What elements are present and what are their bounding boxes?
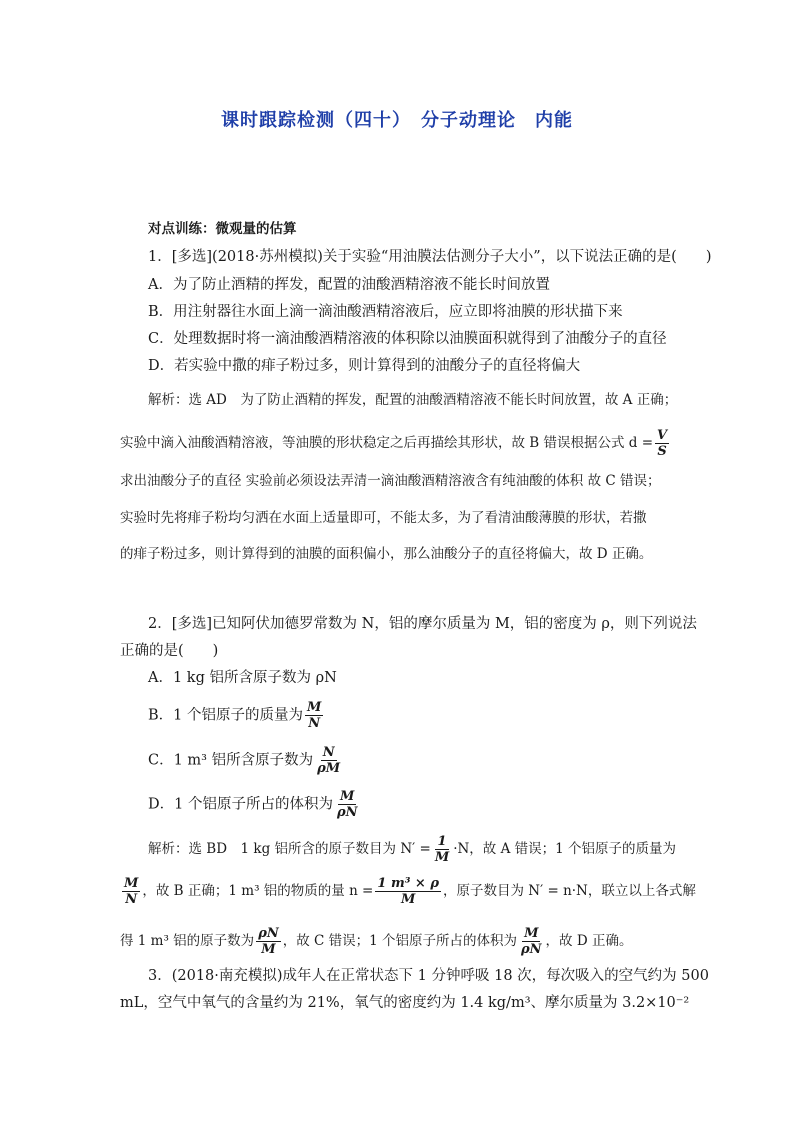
option-d-fraction (335, 789, 360, 820)
analysis-text: ，故 B 正确；1 m³ 铝的物质的量 n = (142, 883, 374, 899)
fraction-denominator: ρN (336, 805, 358, 820)
option-b-fraction (305, 700, 323, 731)
q1-analysis-line-1: 解析：选 AD 为了防止酒精的挥发，配置的油酸酒精溶液不能长时间放置，故 A 正确； (148, 392, 678, 408)
q2-option-d (148, 789, 362, 820)
analysis-fraction (122, 876, 140, 907)
q1-stem: 1．[多选](2018·苏州模拟)关于实验“用油膜法估测分子大小”，以下说法正确的是( ) (148, 249, 712, 265)
option-b-text: B．1 个铝原子的质量为 (148, 707, 303, 724)
fraction-denominator: S (657, 444, 667, 459)
section-heading: 对点训练：微观量的估算 (148, 221, 297, 237)
q1-option-a: A．为了防止酒精的挥发，配置的油酸酒精溶液不能长时间放置 (148, 277, 550, 293)
fraction-numerator: M (307, 700, 322, 715)
formula-d-fraction (655, 428, 669, 459)
q1-option-d: D．若实验中撒的痱子粉过多，则计算得到的油酸分子的直径将偏大 (148, 358, 581, 374)
q2-option-a: A．1 kg 铝所含原子数为 ρN (148, 670, 337, 686)
fraction-numerator: M (524, 926, 539, 941)
analysis-fraction (519, 926, 544, 957)
analysis-text: 解析：选 BD 1 kg 铝所含的原子数目为 N′ = (148, 841, 431, 857)
q1-option-c: C．处理数据时将一滴油酸酒精溶液的体积除以油膜面积就得到了油酸分子的直径 (148, 331, 667, 347)
fraction-denominator: M (400, 892, 416, 907)
fraction-denominator: ρM (317, 761, 341, 776)
fraction-denominator: ρN (521, 942, 542, 957)
fraction-numerator: ρN (258, 926, 279, 941)
q2-analysis-line-1 (148, 834, 676, 865)
q2-analysis-line-2 (120, 876, 696, 907)
analysis-text: ，故 C 错误；1 个铝原子所占的体积为 (282, 933, 518, 949)
analysis-text: ，原子数目为 N′ = n·N，联立以上各式解 (443, 883, 696, 899)
q2-stem-line-2: 正确的是( ) (120, 643, 219, 659)
analysis-fraction (433, 834, 451, 865)
q1-analysis-line-2 (120, 428, 671, 459)
analysis-text: ，故 D 正确。 (545, 933, 633, 949)
option-d-text: D．1 个铝原子所占的体积为 (148, 796, 333, 813)
q1-analysis-text: 实验中滴入油酸酒精溶液，等油膜的形状稳定之后再描绘其形状，故 B 错误根据公式 d = (120, 435, 654, 451)
fraction-numerator: 1 (437, 834, 447, 849)
q3-stem-line-2: mL，空气中氧气的含量约为 21%，氧气的密度约为 1.4 kg/m³、摩尔质量为 3.2×10⁻² (120, 995, 690, 1011)
option-c-text: C．1 m³ 铝所含原子数为 (148, 752, 314, 769)
q2-option-b (148, 700, 325, 731)
option-c-fraction (315, 745, 342, 776)
fraction-denominator: M (434, 850, 450, 865)
q3-stem-line-1: 3．(2018·南充模拟)成年人在正常状态下 1 分钟呼吸 18 次，每次吸入的空气约为 500 (148, 968, 709, 984)
fraction-numerator: M (124, 876, 139, 891)
fraction-denominator: N (125, 892, 138, 907)
analysis-fraction (375, 876, 441, 907)
fraction-numerator: 1 m³ × ρ (377, 876, 439, 891)
fraction-numerator: M (340, 789, 355, 804)
fraction-numerator: V (657, 428, 668, 443)
q1-analysis-line-3: 求出油酸分子的直径 实验前必须设法弄清一滴油酸酒精溶液含有纯油酸的体积 故 C 错误； (120, 473, 661, 489)
fraction-denominator: N (308, 716, 321, 731)
q1-option-b: B．用注射器往水面上滴一滴油酸酒精溶液后，应立即将油膜的形状描下来 (148, 304, 623, 320)
q2-option-c (148, 745, 344, 776)
fraction-denominator: M (261, 942, 276, 957)
q2-analysis-line-3 (120, 926, 632, 957)
q1-analysis-line-5: 的痱子粉过多，则计算得到的油膜的面积偏小，那么油酸分子的直径将偏大，故 D 正确。 (120, 546, 653, 562)
analysis-text: 得 1 m³ 铝的原子数为 (120, 933, 255, 949)
analysis-fraction (256, 926, 281, 957)
fraction-numerator: N (322, 745, 335, 760)
page-title: 课时跟踪检测（四十） 分子动理论 内能 (221, 110, 573, 131)
q2-stem-line-1: 2．[多选]已知阿伏加德罗常数为 N，铝的摩尔质量为 M，铝的密度为 ρ，则下列说法 (148, 616, 697, 632)
analysis-text: ·N，故 A 错误；1 个铝原子的质量为 (453, 841, 677, 857)
q1-analysis-line-4: 实验时先将痱子粉均匀洒在水面上适量即可，不能太多，为了看清油酸薄膜的形状，若撒 (120, 510, 647, 526)
